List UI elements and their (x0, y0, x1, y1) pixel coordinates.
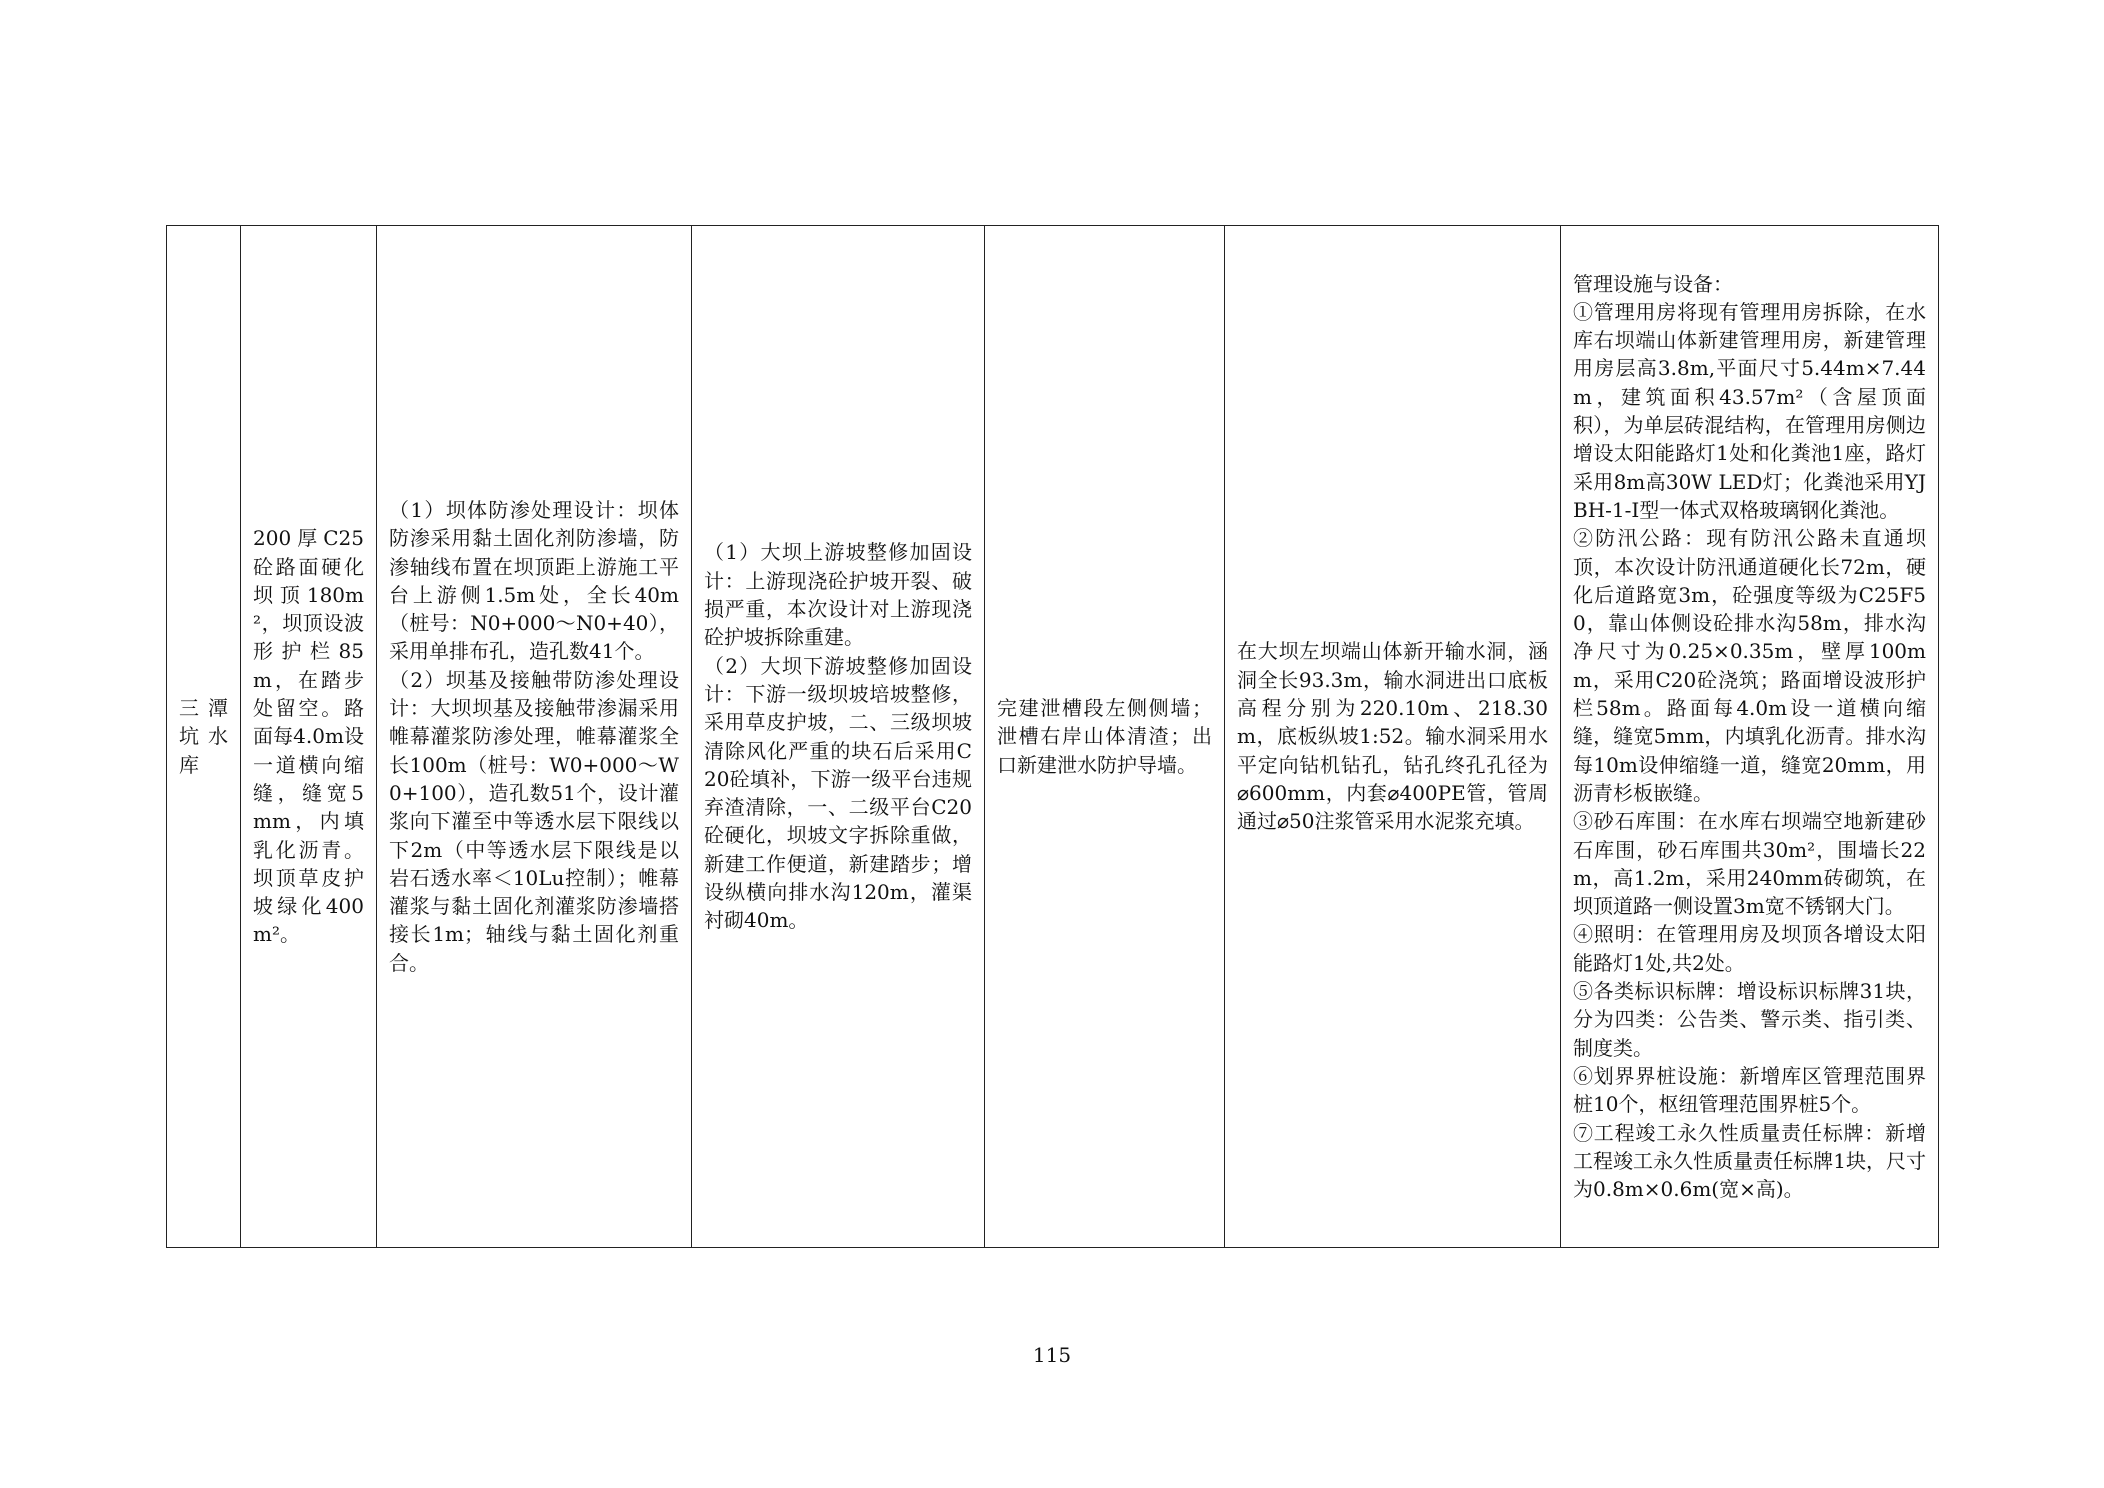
slope-cell (692, 226, 985, 1248)
spillway-cell: 完建泄槽段左侧侧墙；泄槽右岸山体清渣；出口新建泄水防护导墙。 (985, 226, 1225, 1248)
management-item-5: ⑤各类标识标牌：增设标识标牌31块，分为四类：公告类、警示类、指引类、制度类。 (1573, 979, 1926, 1060)
reservoir-name-cell: 三潭坑水库 (167, 226, 241, 1248)
table-row (167, 226, 1939, 1248)
management-heading: 管理设施与设备： (1573, 271, 1733, 296)
management-item-6: ⑥划界界桩设施：新增库区管理范围界桩10个，枢纽管理范围界桩5个。 (1573, 1063, 1926, 1117)
management-item-4: ④照明：在管理用房及坝顶各增设太阳能路灯1处,共2处。 (1573, 922, 1926, 975)
seepage-item-2: （2）坝基及接触带防渗处理设计：大坝坝基及接触带渗漏采用帷幕灌浆防渗处理，帷幕灌浆全长100m（桩号：W0+000～W0+100），造孔数51个，设计灌浆向下灌至中等透水层下限线以下2m（中等透水层下限线是以岩石透水率＜10Lu控制）；帷幕灌浆与黏土固化剂灌浆防渗墙搭接长1m；轴线与黏土固化剂重合。 (389, 667, 679, 975)
management-item-3: ③砂石库围：在水库右坝端空地新建砂石库围，砂石库围共30m²，围墙长22m，高1.2m，采用240mm砖砌筑，在坝顶道路一侧设置3m宽不锈钢大门。 (1573, 809, 1926, 919)
project-table (166, 225, 1939, 1248)
outlet-cell: 在大坝左坝端山体新开输水洞，涵洞全长93.3m，输水洞进出口底板高程分别为220.10m、218.30m，底板纵坡1:52。输水洞采用水平定向钻机钻孔，钻孔终孔孔径为⌀600mm，内套⌀400PE管，管周通过⌀50注浆管采用水泥浆充填。 (1225, 226, 1561, 1248)
management-item-1: ①管理用房将现有管理用房拆除，在水库右坝端山体新建管理用房，新建管理用房层高3.8m,平面尺寸5.44m×7.44m，建筑面积43.57m²（含屋顶面积），为单层砖混结构，在管理用房侧边增设太阳能路灯1处和化粪池1座，路灯采用8m高30W LED灯；化粪池采用YJBH-1-Ⅰ型一体式双格玻璃钢化粪池。 (1573, 299, 1926, 522)
page-number: 115 (1032, 1343, 1072, 1367)
management-item-2: ②防汛公路：现有防汛公路未直通坝顶，本次设计防汛通道硬化长72m，硬化后道路宽3m，砼强度等级为C25F50，靠山体侧设砼排水沟58m，排水沟净尺寸为0.25×0.35m，壁厚100mm，采用C20砼浇筑；路面增设波形护栏58m。路面每4.0m设一道横向缩缝，缝宽5mm，内填乳化沥青。排水沟每10m设伸缩缝一道，缝宽20mm，用沥青杉板嵌缝。 (1573, 526, 1926, 805)
slope-item-1: （1）大坝上游坡整修加固设计：上游现浇砼护坡开裂、破损严重，本次设计对上游现浇砼护坡拆除重建。 (704, 540, 972, 650)
seepage-item-1: （1）坝体防渗处理设计：坝体防渗采用黏土固化剂防渗墙，防渗轴线布置在坝顶距上游施工平台上游侧1.5m处，全长40m（桩号：N0+000～N0+40），采用单排布孔，造孔数41个。 (389, 497, 679, 664)
management-item-7: ⑦工程竣工永久性质量责任标牌：新增工程竣工永久性质量责任标牌1块，尺寸为0.8m×0.6m(宽×高)。 (1573, 1120, 1926, 1202)
slope-item-2: （2）大坝下游坡整修加固设计：下游一级坝坡培坡整修，采用草皮护坡，二、三级坝坡清除风化严重的块石后采用C20砼填补，下游一级平台违规弃渣清除，一、二级平台C20砼硬化，坝坡文字拆除重做，新建工作便道，新建踏步；增设纵横向排水沟120m，灌渠衬砌40m。 (704, 653, 972, 933)
seepage-cell (377, 226, 692, 1248)
dam-top-cell: 200厚C25砼路面硬化坝顶180m²，坝顶设波形护栏85m，在踏步处留空。路面每4.0m设一道横向缩缝，缝宽5mm，内填乳化沥青。坝顶草皮护坡绿化400 m²。 (241, 226, 377, 1248)
management-cell (1561, 226, 1939, 1248)
